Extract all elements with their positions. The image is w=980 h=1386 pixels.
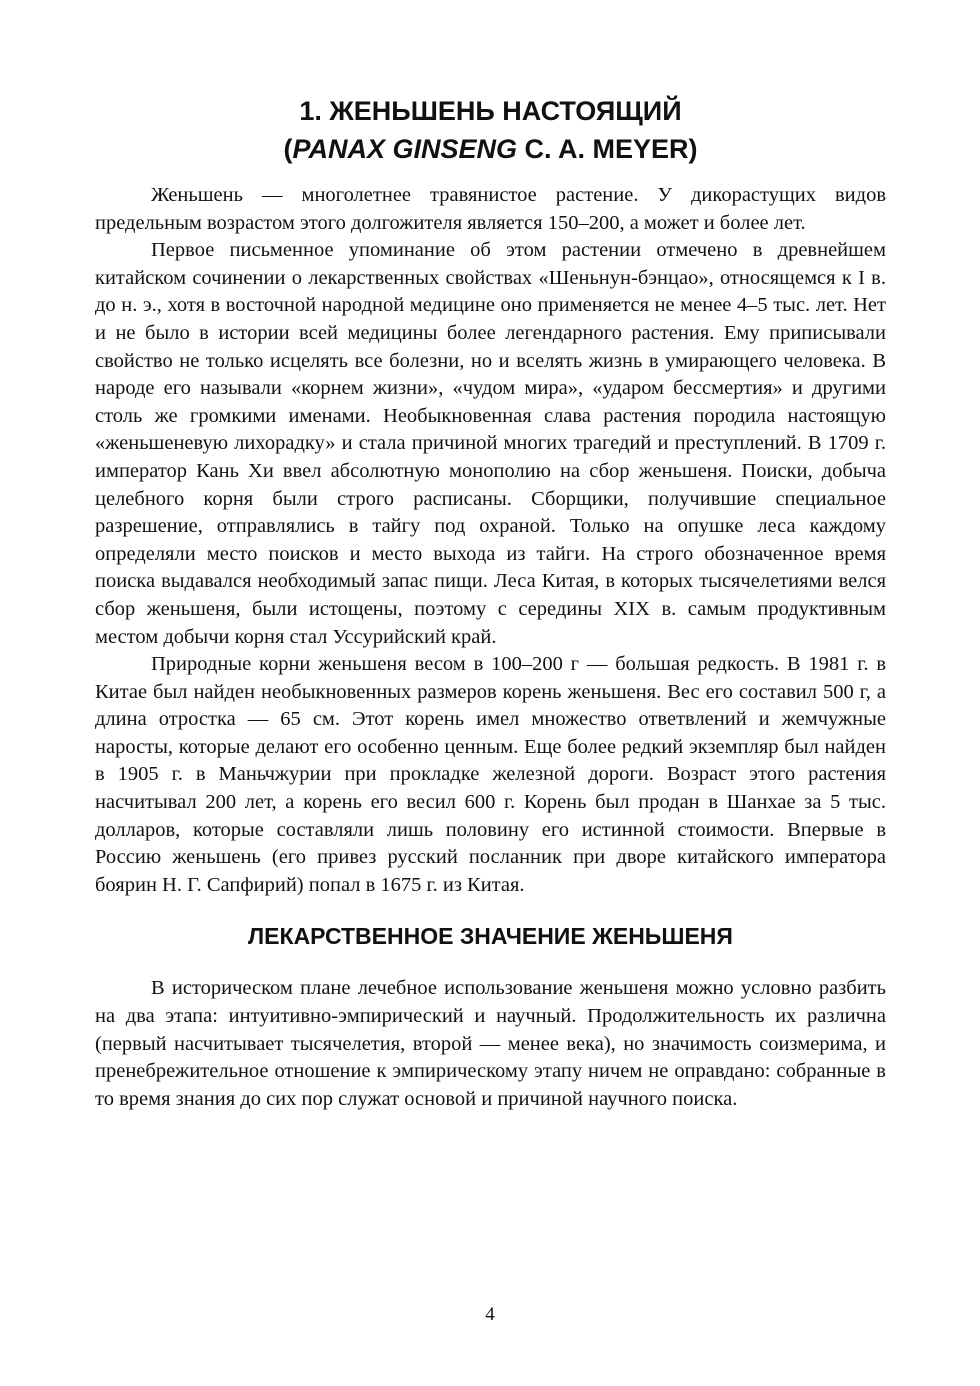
chapter-title-author: C. A. MEYER) <box>517 134 698 164</box>
page-content <box>95 92 886 1113</box>
chapter-title-line-2 <box>95 130 886 168</box>
section-heading: ЛЕКАРСТВЕННОЕ ЗНАЧЕНИЕ ЖЕНЬШЕНЯ <box>248 923 733 950</box>
paragraph-history: Первое письменное упоминание об этом растении отмечено в древнейшем китайском сочинении о лекарственных свойствах «Шеньнун-бэнцао», относящемся к I в. до н. э., хотя в восточной народной медицине оно применяется не менее 4–5 тыс. лет. Нет и не было в истории всей медицины более легендарного растения. Ему приписывали свойство не только исцелять все болезни, но и вселять жизнь в умирающего человека. В народе его называли «корнем жизни», «чудом мира», «ударом бессмертия» и другими столь же громкими именами. Необыкновенная слава растения породила настоящую «женьшеневую лихорадку» и стала причиной многих трагедий и преступлений. В 1709 г. император Кань Хи ввел абсолютную монополию на сбор женьшеня. Поиски, добыча целебного корня были строго расписаны. Сборщики, получившие специальное разрешение, отправлялись в тайгу под охраной. Только на опушке леса каждому определяли место поисков и место выхода из тайги. На строго обозначенное время поиска выдавался необходимый запас пищи. Леса Китая, в которых тысячелетиями велся сбор женьшеня, были истощены, поэтому с середины XIX в. самым продуктивным местом добычи корня стал Уссурийский край. <box>95 239 886 648</box>
paragraph-roots: Природные корни женьшеня весом в 100–200 г — большая редкость. В 1981 г. в Китае был найден необыкновенных размеров корень женьшеня. Вес его составил 500 г, а длина отростка — 65 см. Этот корень имел множество ответвлений и жемчужные наросты, которые делают его особенно ценным. Еще более редкий экземпляр был найден в 1905 г. в Маньчжурии при прокладке железной дороги. Возраст этого растения насчитывал 200 лет, а корень его весил 600 г. Корень был продан в Шанхае за 5 тыс. долларов, которые составляли лишь половину его истинной стоимости. Впервые в Россию женьшень (его привез русский посланник при дворе китайского императора боярин Н. Г. Сапфирий) попал в 1675 г. из Китая. <box>95 653 886 896</box>
chapter-title-line-1: 1. ЖЕНЬШЕНЬ НАСТОЯЩИЙ <box>299 96 682 126</box>
paragraph-medicinal: В историческом плане лечебное использование женьшеня можно условно разбить на два этапа: интуитивно-эмпирический и научный. Продолжительность их различна (первый насчитывает тысячелетия, второй — менее века), но значимость соизмерима, и пренебрежительное отношение к эмпирическому этапу ничем не оправдано: собранные в то время знания до сих пор служат основой и причиной научного поиска. <box>95 977 886 1110</box>
chapter-title-open-paren: ( <box>283 134 293 164</box>
page-number: 4 <box>485 1304 495 1325</box>
chapter-title-latin-name: PANAX GINSENG <box>292 134 517 164</box>
chapter-title <box>95 92 886 168</box>
paragraph-intro: Женьшень — многолетнее травянистое растение. У дикорастущих видов предельным возрастом этого долгожителя является 150–200, а может и более лет. <box>95 184 886 234</box>
